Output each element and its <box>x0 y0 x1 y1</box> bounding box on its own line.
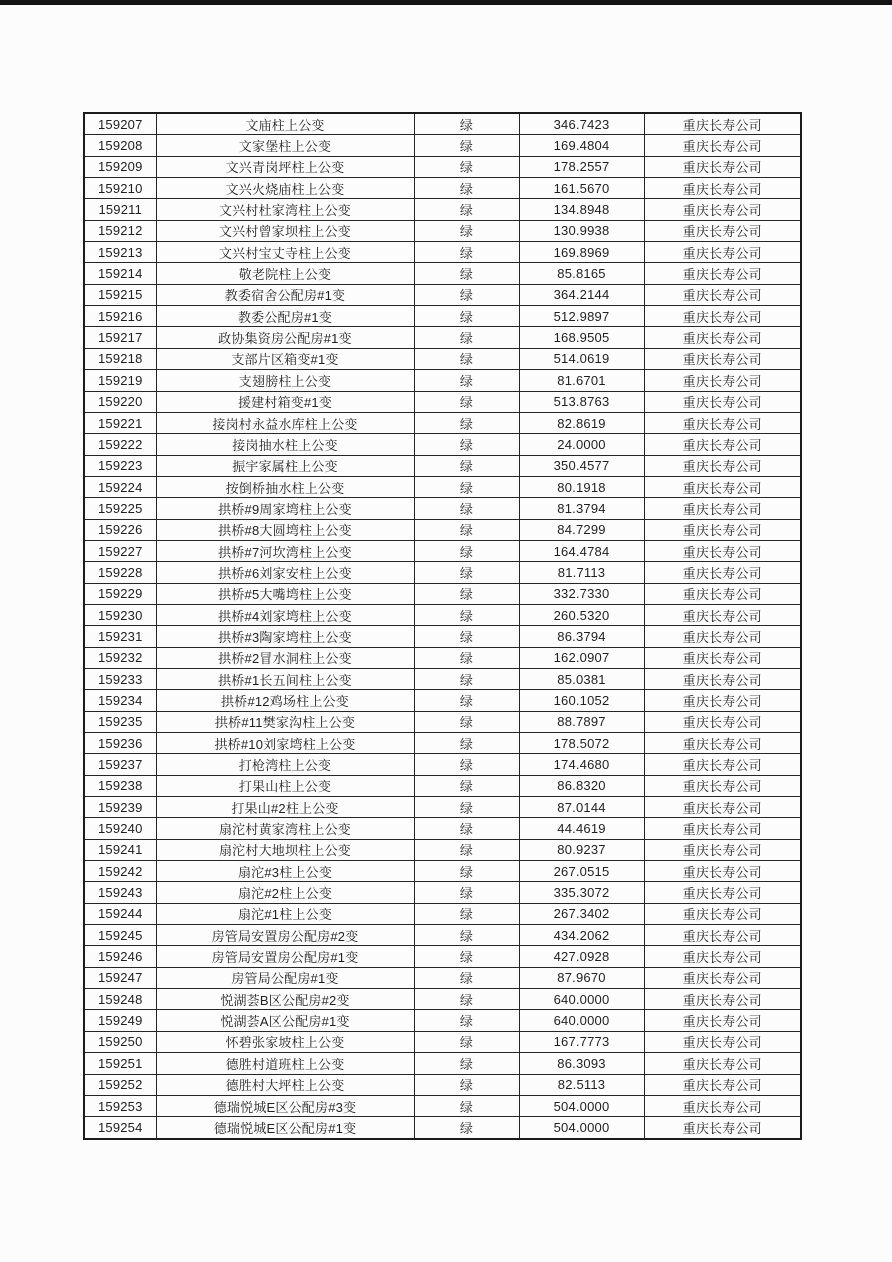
cell-status: 绿 <box>414 754 519 775</box>
table-row <box>84 220 801 241</box>
cell-company: 重庆长寿公司 <box>644 455 801 476</box>
cell-status: 绿 <box>414 1117 519 1139</box>
cell-name: 德瑞悦城E区公配房#3变 <box>156 1095 414 1116</box>
cell-capacity: 267.0515 <box>519 861 644 882</box>
cell-status: 绿 <box>414 583 519 604</box>
cell-company: 重庆长寿公司 <box>644 370 801 391</box>
cell-company: 重庆长寿公司 <box>644 1031 801 1052</box>
cell-capacity: 178.2557 <box>519 156 644 177</box>
cell-status: 绿 <box>414 733 519 754</box>
cell-company: 重庆长寿公司 <box>644 306 801 327</box>
cell-status: 绿 <box>414 1074 519 1095</box>
cell-name: 文家堡柱上公变 <box>156 135 414 156</box>
cell-company: 重庆长寿公司 <box>644 818 801 839</box>
cell-capacity: 80.9237 <box>519 839 644 860</box>
cell-company: 重庆长寿公司 <box>644 327 801 348</box>
cell-name: 怀碧张家坡柱上公变 <box>156 1031 414 1052</box>
cell-capacity: 332.7330 <box>519 583 644 604</box>
table-row <box>84 391 801 412</box>
cell-capacity: 346.7423 <box>519 113 644 135</box>
cell-capacity: 162.0907 <box>519 647 644 668</box>
cell-company: 重庆长寿公司 <box>644 733 801 754</box>
cell-status: 绿 <box>414 1095 519 1116</box>
table-row <box>84 156 801 177</box>
cell-capacity: 350.4577 <box>519 455 644 476</box>
cell-status: 绿 <box>414 1031 519 1052</box>
cell-id: 159236 <box>84 733 156 754</box>
cell-capacity: 434.2062 <box>519 925 644 946</box>
cell-status: 绿 <box>414 156 519 177</box>
cell-name: 德胜村大坪柱上公变 <box>156 1074 414 1095</box>
table-row <box>84 1095 801 1116</box>
cell-name: 拱桥#3陶家塆柱上公变 <box>156 626 414 647</box>
cell-status: 绿 <box>414 476 519 497</box>
cell-capacity: 44.4619 <box>519 818 644 839</box>
cell-company: 重庆长寿公司 <box>644 348 801 369</box>
cell-capacity: 130.9938 <box>519 220 644 241</box>
cell-company: 重庆长寿公司 <box>644 113 801 135</box>
table-row <box>84 412 801 433</box>
cell-name: 打果山#2柱上公变 <box>156 797 414 818</box>
cell-name: 扇沱#3柱上公变 <box>156 861 414 882</box>
table-row <box>84 562 801 583</box>
table-row <box>84 263 801 284</box>
cell-id: 159248 <box>84 989 156 1010</box>
cell-status: 绿 <box>414 284 519 305</box>
table-row <box>84 583 801 604</box>
cell-capacity: 161.5670 <box>519 178 644 199</box>
cell-capacity: 267.3402 <box>519 903 644 924</box>
cell-name: 拱桥#10刘家塆柱上公变 <box>156 733 414 754</box>
cell-company: 重庆长寿公司 <box>644 925 801 946</box>
cell-id: 159252 <box>84 1074 156 1095</box>
cell-id: 159218 <box>84 348 156 369</box>
cell-company: 重庆长寿公司 <box>644 626 801 647</box>
cell-id: 159237 <box>84 754 156 775</box>
cell-company: 重庆长寿公司 <box>644 861 801 882</box>
cell-id: 159245 <box>84 925 156 946</box>
cell-status: 绿 <box>414 135 519 156</box>
table-row <box>84 733 801 754</box>
table-row <box>84 306 801 327</box>
cell-company: 重庆长寿公司 <box>644 412 801 433</box>
cell-name: 文兴村曾家坝柱上公变 <box>156 220 414 241</box>
table-row <box>84 178 801 199</box>
cell-company: 重庆长寿公司 <box>644 754 801 775</box>
cell-name: 房管局安置房公配房#2变 <box>156 925 414 946</box>
cell-company: 重庆长寿公司 <box>644 839 801 860</box>
cell-company: 重庆长寿公司 <box>644 1053 801 1074</box>
table-row <box>84 1074 801 1095</box>
cell-name: 悦湖荟B区公配房#2变 <box>156 989 414 1010</box>
cell-id: 159226 <box>84 519 156 540</box>
cell-company: 重庆长寿公司 <box>644 178 801 199</box>
cell-capacity: 167.7773 <box>519 1031 644 1052</box>
table-row <box>84 1117 801 1139</box>
cell-id: 159253 <box>84 1095 156 1116</box>
cell-company: 重庆长寿公司 <box>644 903 801 924</box>
cell-name: 德胜村道班柱上公变 <box>156 1053 414 1074</box>
cell-status: 绿 <box>414 519 519 540</box>
cell-capacity: 640.0000 <box>519 989 644 1010</box>
document-page <box>0 5 892 1262</box>
cell-status: 绿 <box>414 797 519 818</box>
cell-id: 159219 <box>84 370 156 391</box>
table-row <box>84 348 801 369</box>
cell-capacity: 640.0000 <box>519 1010 644 1031</box>
cell-capacity: 169.4804 <box>519 135 644 156</box>
cell-status: 绿 <box>414 1053 519 1074</box>
cell-status: 绿 <box>414 220 519 241</box>
table-row <box>84 882 801 903</box>
cell-capacity: 81.7113 <box>519 562 644 583</box>
cell-capacity: 164.4784 <box>519 540 644 561</box>
cell-status: 绿 <box>414 946 519 967</box>
cell-capacity: 364.2144 <box>519 284 644 305</box>
table-row <box>84 626 801 647</box>
cell-id: 159207 <box>84 113 156 135</box>
cell-status: 绿 <box>414 818 519 839</box>
cell-status: 绿 <box>414 199 519 220</box>
cell-id: 159228 <box>84 562 156 583</box>
cell-name: 教委宿舍公配房#1变 <box>156 284 414 305</box>
table-row <box>84 113 801 135</box>
cell-status: 绿 <box>414 604 519 625</box>
cell-company: 重庆长寿公司 <box>644 989 801 1010</box>
cell-id: 159247 <box>84 967 156 988</box>
cell-capacity: 427.0928 <box>519 946 644 967</box>
cell-id: 159231 <box>84 626 156 647</box>
cell-capacity: 169.8969 <box>519 242 644 263</box>
table-row <box>84 199 801 220</box>
cell-status: 绿 <box>414 967 519 988</box>
table-row <box>84 967 801 988</box>
cell-capacity: 512.9897 <box>519 306 644 327</box>
cell-company: 重庆长寿公司 <box>644 498 801 519</box>
cell-id: 159233 <box>84 668 156 689</box>
table-row <box>84 1010 801 1031</box>
cell-status: 绿 <box>414 113 519 135</box>
cell-status: 绿 <box>414 498 519 519</box>
cell-capacity: 87.0144 <box>519 797 644 818</box>
cell-capacity: 513.8763 <box>519 391 644 412</box>
cell-name: 扇沱#1柱上公变 <box>156 903 414 924</box>
cell-company: 重庆长寿公司 <box>644 775 801 796</box>
cell-status: 绿 <box>414 391 519 412</box>
cell-id: 159242 <box>84 861 156 882</box>
cell-name: 拱桥#11樊家沟柱上公变 <box>156 711 414 732</box>
cell-capacity: 80.1918 <box>519 476 644 497</box>
table-row <box>84 989 801 1010</box>
cell-status: 绿 <box>414 562 519 583</box>
cell-status: 绿 <box>414 989 519 1010</box>
table-row <box>84 476 801 497</box>
cell-company: 重庆长寿公司 <box>644 263 801 284</box>
cell-status: 绿 <box>414 647 519 668</box>
table-row <box>84 498 801 519</box>
cell-id: 159244 <box>84 903 156 924</box>
cell-name: 打枪湾柱上公变 <box>156 754 414 775</box>
cell-name: 教委公配房#1变 <box>156 306 414 327</box>
cell-company: 重庆长寿公司 <box>644 391 801 412</box>
table-row <box>84 946 801 967</box>
cell-company: 重庆长寿公司 <box>644 882 801 903</box>
cell-id: 159239 <box>84 797 156 818</box>
cell-name: 德瑞悦城E区公配房#1变 <box>156 1117 414 1139</box>
cell-capacity: 504.0000 <box>519 1095 644 1116</box>
cell-name: 接岗抽水柱上公变 <box>156 434 414 455</box>
cell-name: 拱桥#5大嘴塆柱上公变 <box>156 583 414 604</box>
cell-status: 绿 <box>414 626 519 647</box>
cell-capacity: 168.9505 <box>519 327 644 348</box>
cell-company: 重庆长寿公司 <box>644 967 801 988</box>
table-row <box>84 711 801 732</box>
cell-name: 拱桥#6刘家安柱上公变 <box>156 562 414 583</box>
cell-status: 绿 <box>414 711 519 732</box>
cell-id: 159217 <box>84 327 156 348</box>
cell-id: 159229 <box>84 583 156 604</box>
cell-capacity: 504.0000 <box>519 1117 644 1139</box>
cell-id: 159208 <box>84 135 156 156</box>
table-row <box>84 1053 801 1074</box>
cell-company: 重庆长寿公司 <box>644 135 801 156</box>
cell-capacity: 514.0619 <box>519 348 644 369</box>
cell-capacity: 82.5113 <box>519 1074 644 1095</box>
cell-capacity: 335.3072 <box>519 882 644 903</box>
cell-status: 绿 <box>414 903 519 924</box>
cell-company: 重庆长寿公司 <box>644 1095 801 1116</box>
cell-name: 拱桥#12鸡场柱上公变 <box>156 690 414 711</box>
cell-id: 159243 <box>84 882 156 903</box>
cell-company: 重庆长寿公司 <box>644 476 801 497</box>
cell-company: 重庆长寿公司 <box>644 946 801 967</box>
cell-status: 绿 <box>414 540 519 561</box>
cell-capacity: 178.5072 <box>519 733 644 754</box>
cell-company: 重庆长寿公司 <box>644 797 801 818</box>
cell-status: 绿 <box>414 370 519 391</box>
cell-id: 159240 <box>84 818 156 839</box>
cell-capacity: 88.7897 <box>519 711 644 732</box>
cell-id: 159225 <box>84 498 156 519</box>
cell-company: 重庆长寿公司 <box>644 540 801 561</box>
table-row <box>84 668 801 689</box>
cell-id: 159222 <box>84 434 156 455</box>
cell-capacity: 24.0000 <box>519 434 644 455</box>
cell-capacity: 260.5320 <box>519 604 644 625</box>
cell-name: 支部片区箱变#1变 <box>156 348 414 369</box>
cell-name: 拱桥#8大圆塆柱上公变 <box>156 519 414 540</box>
table-row <box>84 519 801 540</box>
cell-capacity: 86.3794 <box>519 626 644 647</box>
transformer-table <box>83 112 802 1140</box>
cell-status: 绿 <box>414 434 519 455</box>
cell-name: 房管局公配房#1变 <box>156 967 414 988</box>
table-row <box>84 434 801 455</box>
top-edge-bar <box>0 0 892 5</box>
cell-id: 159251 <box>84 1053 156 1074</box>
cell-id: 159216 <box>84 306 156 327</box>
table-row <box>84 455 801 476</box>
cell-name: 拱桥#1长五间柱上公变 <box>156 668 414 689</box>
cell-status: 绿 <box>414 327 519 348</box>
table-row <box>84 754 801 775</box>
cell-status: 绿 <box>414 925 519 946</box>
table-row <box>84 647 801 668</box>
cell-status: 绿 <box>414 455 519 476</box>
cell-name: 文兴村宝丈寺柱上公变 <box>156 242 414 263</box>
cell-id: 159250 <box>84 1031 156 1052</box>
cell-capacity: 85.8165 <box>519 263 644 284</box>
cell-id: 159213 <box>84 242 156 263</box>
table-row <box>84 839 801 860</box>
cell-capacity: 85.0381 <box>519 668 644 689</box>
cell-status: 绿 <box>414 242 519 263</box>
cell-id: 159234 <box>84 690 156 711</box>
cell-id: 159232 <box>84 647 156 668</box>
cell-company: 重庆长寿公司 <box>644 711 801 732</box>
cell-status: 绿 <box>414 668 519 689</box>
cell-company: 重庆长寿公司 <box>644 583 801 604</box>
cell-id: 159212 <box>84 220 156 241</box>
cell-capacity: 86.3093 <box>519 1053 644 1074</box>
cell-id: 159210 <box>84 178 156 199</box>
table-row <box>84 797 801 818</box>
cell-capacity: 87.9670 <box>519 967 644 988</box>
cell-id: 159209 <box>84 156 156 177</box>
cell-company: 重庆长寿公司 <box>644 519 801 540</box>
cell-capacity: 84.7299 <box>519 519 644 540</box>
table-row <box>84 604 801 625</box>
table-body <box>84 113 801 1139</box>
cell-company: 重庆长寿公司 <box>644 690 801 711</box>
cell-company: 重庆长寿公司 <box>644 647 801 668</box>
table-row <box>84 903 801 924</box>
cell-company: 重庆长寿公司 <box>644 156 801 177</box>
cell-status: 绿 <box>414 861 519 882</box>
cell-id: 159230 <box>84 604 156 625</box>
cell-name: 敬老院柱上公变 <box>156 263 414 284</box>
cell-name: 按倒桥抽水柱上公变 <box>156 476 414 497</box>
table-row <box>84 284 801 305</box>
table-row <box>84 370 801 391</box>
cell-company: 重庆长寿公司 <box>644 1010 801 1031</box>
cell-id: 159224 <box>84 476 156 497</box>
cell-company: 重庆长寿公司 <box>644 434 801 455</box>
cell-status: 绿 <box>414 1010 519 1031</box>
cell-name: 文兴火烧庙柱上公变 <box>156 178 414 199</box>
cell-name: 打果山柱上公变 <box>156 775 414 796</box>
cell-company: 重庆长寿公司 <box>644 1074 801 1095</box>
cell-name: 文兴村杜家湾柱上公变 <box>156 199 414 220</box>
table-row <box>84 1031 801 1052</box>
cell-status: 绿 <box>414 775 519 796</box>
cell-id: 159211 <box>84 199 156 220</box>
cell-name: 支翅膀柱上公变 <box>156 370 414 391</box>
cell-name: 拱桥#4刘家塆柱上公变 <box>156 604 414 625</box>
cell-id: 159241 <box>84 839 156 860</box>
table-row <box>84 327 801 348</box>
table-row <box>84 925 801 946</box>
cell-name: 拱桥#7河坎湾柱上公变 <box>156 540 414 561</box>
cell-name: 扇沱村黄家湾柱上公变 <box>156 818 414 839</box>
cell-name: 文兴青岗坪柱上公变 <box>156 156 414 177</box>
table-row <box>84 818 801 839</box>
cell-company: 重庆长寿公司 <box>644 199 801 220</box>
table-row <box>84 540 801 561</box>
cell-name: 接岗村永益水库柱上公变 <box>156 412 414 433</box>
cell-id: 159223 <box>84 455 156 476</box>
cell-name: 拱桥#2冒水洞柱上公变 <box>156 647 414 668</box>
cell-company: 重庆长寿公司 <box>644 668 801 689</box>
cell-name: 悦湖荟A区公配房#1变 <box>156 1010 414 1031</box>
cell-name: 扇沱#2柱上公变 <box>156 882 414 903</box>
table-row <box>84 135 801 156</box>
cell-company: 重庆长寿公司 <box>644 604 801 625</box>
cell-id: 159249 <box>84 1010 156 1031</box>
cell-status: 绿 <box>414 839 519 860</box>
table-row <box>84 242 801 263</box>
cell-name: 房管局安置房公配房#1变 <box>156 946 414 967</box>
cell-name: 扇沱村大地坝柱上公变 <box>156 839 414 860</box>
cell-name: 振宇家属柱上公变 <box>156 455 414 476</box>
cell-capacity: 81.3794 <box>519 498 644 519</box>
cell-id: 159227 <box>84 540 156 561</box>
cell-status: 绿 <box>414 306 519 327</box>
cell-capacity: 82.8619 <box>519 412 644 433</box>
cell-capacity: 174.4680 <box>519 754 644 775</box>
cell-company: 重庆长寿公司 <box>644 562 801 583</box>
cell-company: 重庆长寿公司 <box>644 1117 801 1139</box>
cell-status: 绿 <box>414 348 519 369</box>
cell-id: 159221 <box>84 412 156 433</box>
cell-capacity: 86.8320 <box>519 775 644 796</box>
cell-name: 拱桥#9周家塆柱上公变 <box>156 498 414 519</box>
cell-status: 绿 <box>414 263 519 284</box>
cell-id: 159238 <box>84 775 156 796</box>
cell-status: 绿 <box>414 882 519 903</box>
cell-name: 援建村箱变#1变 <box>156 391 414 412</box>
cell-status: 绿 <box>414 412 519 433</box>
cell-id: 159246 <box>84 946 156 967</box>
table-row <box>84 775 801 796</box>
cell-company: 重庆长寿公司 <box>644 242 801 263</box>
cell-id: 159220 <box>84 391 156 412</box>
cell-capacity: 81.6701 <box>519 370 644 391</box>
cell-capacity: 160.1052 <box>519 690 644 711</box>
cell-name: 文庙柱上公变 <box>156 113 414 135</box>
cell-id: 159235 <box>84 711 156 732</box>
cell-company: 重庆长寿公司 <box>644 284 801 305</box>
cell-capacity: 134.8948 <box>519 199 644 220</box>
table-row <box>84 861 801 882</box>
cell-status: 绿 <box>414 178 519 199</box>
cell-id: 159214 <box>84 263 156 284</box>
cell-id: 159254 <box>84 1117 156 1139</box>
cell-status: 绿 <box>414 690 519 711</box>
cell-id: 159215 <box>84 284 156 305</box>
cell-name: 政协集资房公配房#1变 <box>156 327 414 348</box>
table-row <box>84 690 801 711</box>
cell-company: 重庆长寿公司 <box>644 220 801 241</box>
